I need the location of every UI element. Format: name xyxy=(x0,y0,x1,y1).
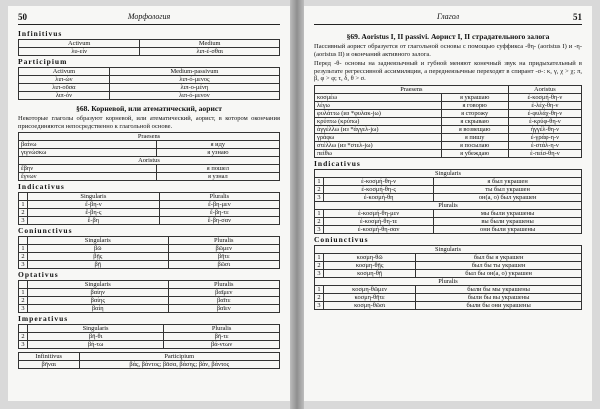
table-cell: βῆναι xyxy=(19,361,80,369)
right-running-title: Глагол xyxy=(436,12,460,21)
table-cell: я узнаю xyxy=(156,149,279,157)
table-header: Pluralis xyxy=(159,193,279,201)
table-cell: был бы ты украшен xyxy=(416,261,582,269)
table-cell: я убеждаю xyxy=(441,149,508,157)
table-header: Pluralis xyxy=(164,325,280,333)
table-cell: γιγνώσκω xyxy=(19,149,157,157)
table-cell: я был украшен xyxy=(434,177,582,185)
table-cell: ты был украшен xyxy=(434,185,582,193)
table-header: Medium-passivum xyxy=(109,68,279,76)
person-number: 2 xyxy=(19,253,28,261)
person-number: 1 xyxy=(315,209,324,217)
infinitivus-table xyxy=(18,39,280,56)
table-header: Pluralis xyxy=(315,277,582,285)
table-header: Activum xyxy=(19,40,140,48)
participium-heading: Participium xyxy=(18,57,68,66)
section-69-para-2: Перед -θ- основы на заднеязычный и губной меняют конечный звук на придыхательный в результате регрессивной ассимиляции, а переднеязычные переходят в спирант -σ-: κ, γ, χ > χ; π, β, φ > φ; τ, δ, θ > σ. xyxy=(314,60,582,83)
section-68-title: §68. Корневой, или атематический, аорист xyxy=(76,104,222,113)
coniunctivus-heading: Coniunctivus xyxy=(18,226,73,236)
table-header: Pluralis xyxy=(168,281,279,289)
praesens-aoristus-table xyxy=(18,132,280,181)
table-header: Participium xyxy=(79,353,280,361)
indicativus-heading: Indicativus xyxy=(18,182,65,192)
table-header: Singularis xyxy=(315,169,582,177)
table-cell: κοσμη-θῆτε xyxy=(324,293,416,301)
table-cell: φυλάττω (из *φυλακ-jω) xyxy=(315,109,442,117)
person-number: 3 xyxy=(19,341,28,349)
table-cell: βῶμεν xyxy=(168,245,279,253)
table-cell: βῇς xyxy=(28,253,169,261)
left-page xyxy=(8,6,290,401)
person-number: 1 xyxy=(315,177,324,185)
table-header: Activum xyxy=(19,68,110,76)
section-68-text: Некоторые глаголы образуют корневой, или атематический, аорист, в котором окончания присоединяются непосредственно к глагольной основе. xyxy=(18,115,280,130)
table-cell: я посылаю xyxy=(441,141,508,149)
table-cell: κοσμη-θῶ xyxy=(324,253,416,261)
table-cell: я сторожу xyxy=(441,109,508,117)
section-69-title: §69. Aoristus I, II passivi. Аорист I, II страдательного залога xyxy=(346,32,550,41)
table-cell: ἐ-γράφ-η-ν xyxy=(508,133,581,141)
table-cell: ἔ-βη-ς xyxy=(28,209,160,217)
table-cell: ἐ-κοσμή-θη-ν xyxy=(324,177,434,185)
right-page xyxy=(304,6,592,401)
table-cell: κρύπτω (κρύπω) xyxy=(315,117,442,125)
table-cell: βαίη xyxy=(28,305,169,313)
table-cell: κοσμη-θῶσι xyxy=(324,301,416,309)
table-cell: βαῖτε xyxy=(168,297,279,305)
table-header: Praesens xyxy=(19,133,280,141)
imperativus-table xyxy=(18,324,280,349)
table-cell: βά-ντων xyxy=(164,341,280,349)
table-cell: βαίνω xyxy=(19,141,157,149)
table-cell: ἐ-κοσμή-θη-μεν xyxy=(324,209,434,217)
person-number: 2 xyxy=(315,261,324,269)
table-cell: я украшаю xyxy=(441,93,508,101)
left-running-title: Морфология xyxy=(127,12,171,21)
table-cell: вы были украшены xyxy=(434,217,582,225)
table-cell: βῇ xyxy=(28,261,169,269)
table-header: Singularis xyxy=(28,237,169,245)
person-number: 1 xyxy=(19,289,28,297)
person-number: 2 xyxy=(315,217,324,225)
table-cell: ἐ-πείσ-θη-ν xyxy=(508,149,581,157)
table-cell: κοσμη-θῶμεν xyxy=(324,285,416,293)
person-number: 3 xyxy=(315,301,324,309)
section-69-para-1: Пассивный аорист образуется от глагольной основы с помощью суффикса -θη- (aoristus I) и -η- (aoristus II) и окончаний активного залога. xyxy=(314,43,582,58)
table-cell: был бы я украшен xyxy=(416,253,582,261)
person-number: 3 xyxy=(19,261,28,269)
table-cell: ἐ-φυλάχ-θη-ν xyxy=(508,109,581,117)
table-cell: ἔγνων xyxy=(19,173,157,181)
table-cell: κοσμέω xyxy=(315,93,442,101)
table-cell: был бы он(а, о) украшен xyxy=(416,269,582,277)
indicativus-passive-table xyxy=(314,169,582,234)
optativus-table xyxy=(18,280,280,313)
table-cell: λιπ-οῦσα xyxy=(19,84,110,92)
table-cell: я пишу xyxy=(441,133,508,141)
table-cell: ἐ-κοσμή-θη-ς xyxy=(324,185,434,193)
table-cell: я иду xyxy=(156,141,279,149)
person-number: 1 xyxy=(19,201,28,209)
table-cell: κοσμη-θῇς xyxy=(324,261,416,269)
person-number: 1 xyxy=(315,253,324,261)
left-content xyxy=(18,28,280,369)
table-cell: βαῖμεν xyxy=(168,289,279,297)
table-cell: ἐ-στάλ-η-ν xyxy=(508,141,581,149)
table-cell: βῶ xyxy=(28,245,169,253)
table-cell: я говорю xyxy=(441,101,508,109)
table-cell: γράφω xyxy=(315,133,442,141)
table-cell: βαίην xyxy=(28,289,169,297)
table-cell: ἐ-κοσμή-θη-σαν xyxy=(324,225,434,233)
table-cell: λιπ-ών xyxy=(19,76,110,84)
table-cell: ἀγγέλλω (из *ἀγγελ-jω) xyxy=(315,125,442,133)
table-cell: λιπ-όν xyxy=(19,92,110,100)
table-header: Singularis xyxy=(28,193,160,201)
person-number: 1 xyxy=(19,245,28,253)
indicativus-table xyxy=(18,192,280,225)
table-cell: ἐ-κρύφ-θη-ν xyxy=(508,117,581,125)
person-number: 3 xyxy=(315,225,324,233)
table-cell: ἐ-κοσμή-θη-ν xyxy=(508,93,581,101)
imperativus-heading: Imperativus xyxy=(18,314,69,324)
table-cell: они были украшены xyxy=(434,225,582,233)
table-cell: βῶσι xyxy=(168,261,279,269)
table-cell: ἠγγέλ-θη-ν xyxy=(508,125,581,133)
table-cell: я возвещаю xyxy=(441,125,508,133)
table-cell: ἔ-βη-μεν xyxy=(159,201,279,209)
infinitivus-heading: Infinitivus xyxy=(18,29,63,38)
table-cell: λιπ-ο-μένη xyxy=(109,84,279,92)
person-number: 3 xyxy=(315,193,324,201)
table-header: Aoristus xyxy=(508,85,581,93)
coniunctivus-passive-table xyxy=(314,245,582,310)
table-header: Pluralis xyxy=(168,237,279,245)
participium-table xyxy=(18,67,280,100)
person-number: 2 xyxy=(19,297,28,305)
right-page-number: 51 xyxy=(573,12,582,22)
table-cell: ἐ-λέχ-θη-ν xyxy=(508,101,581,109)
table-cell: βῆ-τε xyxy=(164,333,280,341)
person-number: 2 xyxy=(19,209,28,217)
person-number: 2 xyxy=(19,333,28,341)
table-cell: βῆτε xyxy=(168,253,279,261)
right-running-head xyxy=(314,12,582,25)
table-cell: ἐ-κοσμή-θη-τε xyxy=(324,217,434,225)
table-cell: βάς, βάντος; βᾶσα, βάσης; βάν, βάντος xyxy=(79,361,280,369)
table-cell: λιπ-ό-μενος xyxy=(109,76,279,84)
person-number: 2 xyxy=(315,293,324,301)
table-cell: ἔ-βη xyxy=(28,217,160,225)
table-cell: λέγω xyxy=(315,101,442,109)
person-number: 3 xyxy=(315,269,324,277)
table-cell: βαῖεν xyxy=(168,305,279,313)
table-cell: мы были украшены xyxy=(434,209,582,217)
table-header: Praesens xyxy=(315,85,509,93)
table-cell: λιπ-ό-μενον xyxy=(109,92,279,100)
table-cell: κοσμη-θῇ xyxy=(324,269,416,277)
table-cell: στέλλω (из *στελ-jω) xyxy=(315,141,442,149)
table-cell: ἔ-βη-σαν xyxy=(159,217,279,225)
indicativus-heading: Indicativus xyxy=(314,158,361,168)
table-cell: βή-τω xyxy=(28,341,164,349)
table-cell: βαίης xyxy=(28,297,169,305)
table-cell: были бы вы украшены xyxy=(416,293,582,301)
coniunctivus-heading: Coniunctivus xyxy=(314,234,369,244)
table-header: Pluralis xyxy=(315,201,582,209)
table-header: Aoristus xyxy=(19,157,280,165)
person-number: 1 xyxy=(315,285,324,293)
praesens-aoristus-passive-table xyxy=(314,85,582,158)
table-cell: ἔβην xyxy=(19,165,157,173)
table-cell: были бы они украшены xyxy=(416,301,582,309)
table-header: Singularis xyxy=(28,281,169,289)
coniunctivus-table xyxy=(18,236,280,269)
right-content xyxy=(314,28,582,310)
table-cell: λυ-είν xyxy=(19,48,140,56)
table-cell: βῆ-θι xyxy=(28,333,164,341)
table-header: Medium xyxy=(140,40,280,48)
table-cell: я узнал xyxy=(156,173,279,181)
infinitivus-participium-table xyxy=(18,352,280,369)
left-page-number: 50 xyxy=(18,12,27,22)
table-cell: были бы мы украшены xyxy=(416,285,582,293)
table-cell: он(а, о) был украшен xyxy=(434,193,582,201)
table-header: Singularis xyxy=(28,325,164,333)
table-cell: λιπ-έ-σθαι xyxy=(140,48,280,56)
optativus-heading: Optativus xyxy=(18,270,59,280)
table-cell: ἔ-βη-τε xyxy=(159,209,279,217)
table-cell: я скрываю xyxy=(441,117,508,125)
table-header: Singularis xyxy=(315,245,582,253)
table-header: Infinitivus xyxy=(19,353,80,361)
table-cell: ἐ-κοσμή-θη xyxy=(324,193,434,201)
book-gutter xyxy=(290,0,304,409)
left-running-head xyxy=(18,12,280,25)
person-number: 2 xyxy=(315,185,324,193)
table-cell: я пошел xyxy=(156,165,279,173)
table-cell: πείθω xyxy=(315,149,442,157)
person-number: 3 xyxy=(19,217,28,225)
table-cell: ἔ-βη-ν xyxy=(28,201,160,209)
person-number: 3 xyxy=(19,305,28,313)
